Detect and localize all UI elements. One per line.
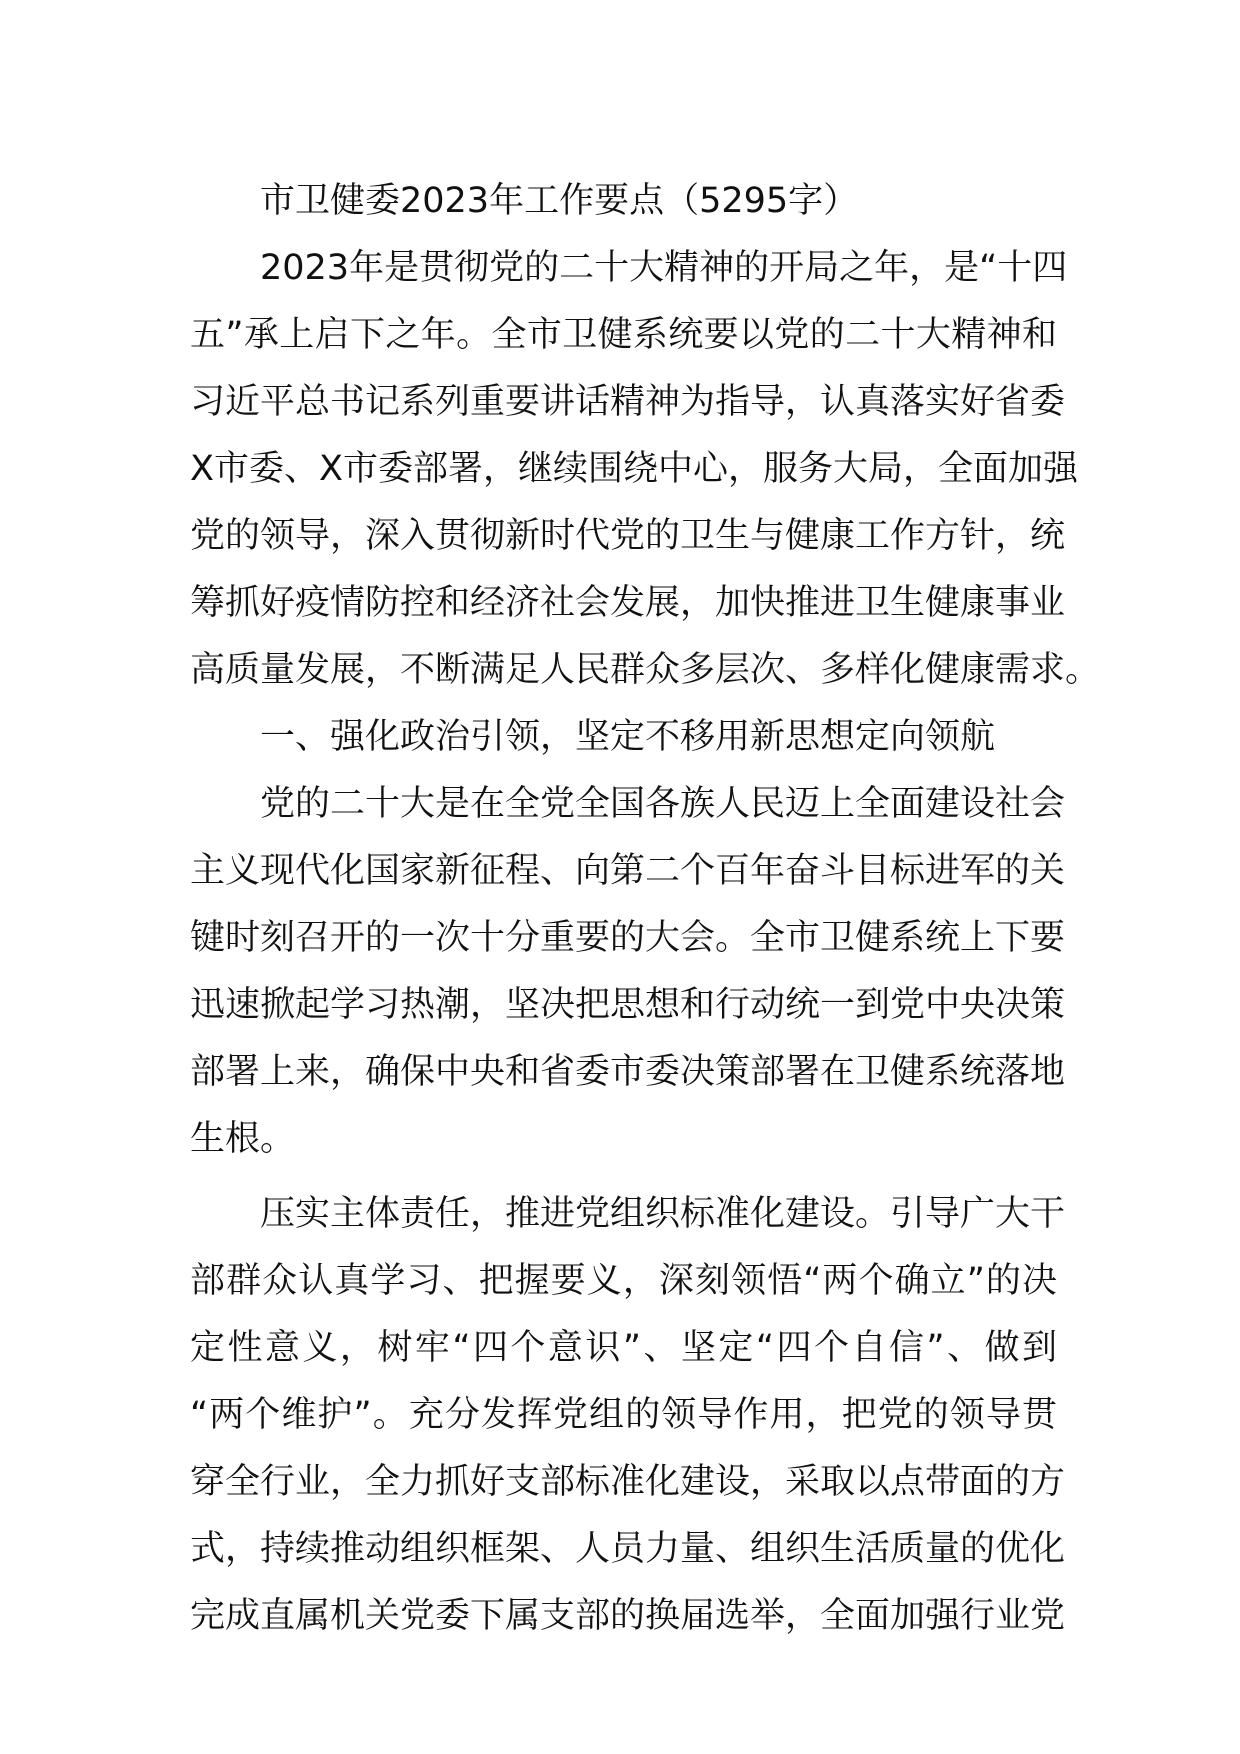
text-line: 迅速掀起学习热潮，坚决把思想和行动统一到党中央决策 <box>190 985 1066 1025</box>
text-line: 完成直属机关党委下属支部的换届选举，全面加强行业党 <box>190 1596 1066 1636</box>
text-line: 五”承上启下之年。全市卫健系统要以党的二十大精神和 <box>190 315 1057 355</box>
paragraph-gap <box>190 1173 1057 1181</box>
text-line: 键时刻召开的一次十分重要的大会。全市卫健系统上下要 <box>190 918 1066 958</box>
text-line: 高质量发展，不断满足人民群众多层次、多样化健康需求。 <box>190 650 1101 690</box>
title-line: 市卫健委2023年工作要点（5295字） <box>260 181 859 221</box>
text-line: 党的领导，深入贯彻新时代党的卫生与健康工作方针，统 <box>190 516 1066 556</box>
heading-line: 一、强化政治引领，坚定不移用新思想定向领航 <box>260 717 996 757</box>
text-line: 生根。 <box>190 1119 296 1159</box>
text-line: 习近平总书记系列重要讲话精神为指导，认真落实好省委 <box>190 382 1066 422</box>
body-paragraph <box>190 771 1066 1173</box>
text-line: X市委、X市委部署，继续围绕中心，服务大局，全面加强 <box>190 449 1078 489</box>
text-line: “两个维护”。充分发挥党组的领导作用，把党的领导贯 <box>190 1395 1057 1435</box>
text-line: 定性意义，树牢“四个意识”、坚定“四个自信”、做到 <box>190 1328 1057 1368</box>
text-line: 部署上来，确保中央和省委市委决策部署在卫健系统落地 <box>190 1052 1066 1092</box>
document-title <box>190 168 1057 235</box>
text-line: 2023年是贯彻党的二十大精神的开局之年，是“十四 <box>260 248 1068 288</box>
intro-paragraph <box>190 235 1101 704</box>
text-line: 部群众认真学习、把握要义，深刻领悟“两个确立”的决 <box>190 1261 1057 1301</box>
body-paragraph <box>190 1181 1066 1650</box>
text-line: 式，持续推动组织框架、人员力量、组织生活质量的优化 <box>190 1529 1066 1569</box>
text-line: 压实主体责任，推进党组织标准化建设。引导广大干 <box>260 1194 1066 1234</box>
text-line: 穿全行业，全力抓好支部标准化建设，采取以点带面的方 <box>190 1462 1066 1502</box>
document-body <box>190 168 1101 1650</box>
text-line: 党的二十大是在全党全国各族人民迈上全面建设社会 <box>260 784 1066 824</box>
text-line: 筹抓好疫情防控和经济社会发展，加快推进卫生健康事业 <box>190 583 1066 623</box>
section-heading <box>190 704 1057 771</box>
text-line: 主义现代化国家新征程、向第二个百年奋斗目标进军的关 <box>190 851 1066 891</box>
